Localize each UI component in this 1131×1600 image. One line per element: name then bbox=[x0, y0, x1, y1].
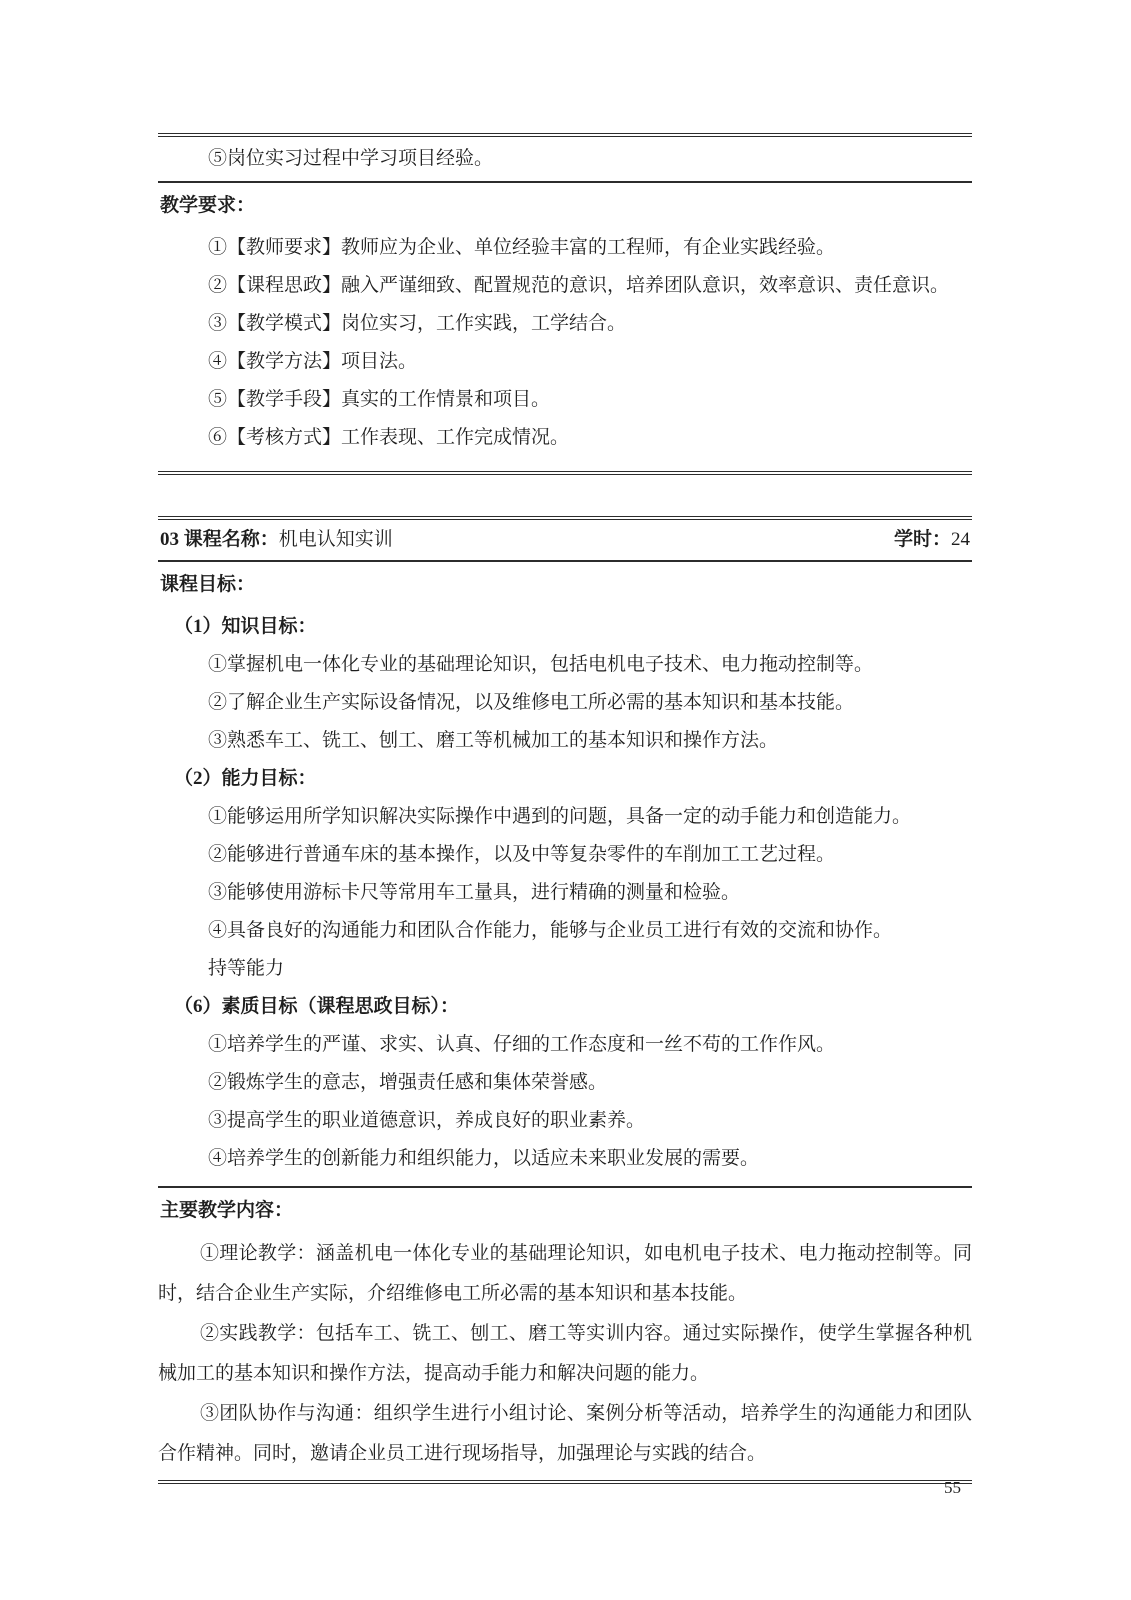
quality-objectives-title: （6）素质目标（课程思政目标）： bbox=[174, 996, 460, 1017]
previous-course-block bbox=[158, 133, 972, 475]
block-gap bbox=[158, 475, 972, 516]
requirement-item: ③【教学模式】岗位实习，工作实践，工学结合。 bbox=[208, 313, 627, 334]
objective-item: ④具备良好的沟通能力和团队合作能力，能够与企业员工进行有效的交流和协作。 bbox=[208, 920, 893, 941]
teaching-requirements-heading: 教学要求： bbox=[160, 195, 256, 216]
ability-objectives-title: （2）能力目标： bbox=[174, 768, 317, 789]
requirement-item: ⑤【教学手段】真实的工作情景和项目。 bbox=[208, 389, 551, 410]
content-paragraph: ②实践教学：包括车工、铣工、刨工、磨工等实训内容。通过实际操作，使学生掌握各种机械加工的基本知识和操作方法，提高动手能力和解决问题的能力。 bbox=[158, 1323, 972, 1384]
course-block bbox=[158, 516, 972, 1484]
content-paragraph: ①理论教学：涵盖机电一体化专业的基础理论知识，如电机电子技术、电力拖动控制等。同时，结合企业生产实际，介绍维修电工所必需的基本知识和基本技能。 bbox=[158, 1243, 972, 1304]
requirement-item: ②【课程思政】融入严谨细致、配置规范的意识，培养团队意识，效率意识、责任意识。 bbox=[208, 275, 950, 296]
requirement-item: ④【教学方法】项目法。 bbox=[208, 351, 418, 372]
objective-item: ①培养学生的严谨、求实、认真、仔细的工作态度和一丝不苟的工作作风。 bbox=[208, 1034, 836, 1055]
objective-item: ③熟悉车工、铣工、刨工、磨工等机械加工的基本知识和操作方法。 bbox=[208, 730, 779, 751]
course-objectives bbox=[158, 562, 972, 1186]
knowledge-objectives-title: （1）知识目标： bbox=[174, 616, 317, 637]
course-header bbox=[158, 520, 972, 562]
objective-item: ③能够使用游标卡尺等常用车工量具，进行精确的测量和检验。 bbox=[208, 882, 741, 903]
course-hours bbox=[894, 521, 970, 559]
course-name-value: 机电认知实训 bbox=[278, 529, 393, 550]
objective-item: ④培养学生的创新能力和组织能力，以适应未来职业发展的需要。 bbox=[208, 1148, 760, 1169]
main-content-heading: 主要教学内容： bbox=[160, 1200, 294, 1221]
course-title bbox=[160, 521, 393, 559]
objective-item: ③提高学生的职业道德意识，养成良好的职业素养。 bbox=[208, 1110, 646, 1131]
page-number: 55 bbox=[944, 1478, 961, 1497]
requirement-item: ①【教师要求】教师应为企业、单位经验丰富的工程师，有企业实践经验。 bbox=[208, 237, 836, 258]
objective-item: ⑤岗位实习过程中学习项目经验。 bbox=[208, 148, 494, 169]
course-objectives-heading: 课程目标： bbox=[160, 574, 256, 595]
requirement-item: ⑥【考核方式】工作表现、工作完成情况。 bbox=[208, 427, 570, 448]
hours-value: 24 bbox=[951, 529, 970, 550]
objective-item: 持等能力 bbox=[208, 958, 285, 979]
objective-item: ②锻炼学生的意志，增强责任感和集体荣誉感。 bbox=[208, 1072, 608, 1093]
course-name-label: 03 课程名称： bbox=[160, 529, 279, 550]
objective-item: ①能够运用所学知识解决实际操作中遇到的问题，具备一定的动手能力和创造能力。 bbox=[208, 806, 912, 827]
page-content bbox=[158, 133, 972, 1484]
hours-label: 学时： bbox=[893, 529, 951, 550]
objective-item: ②能够进行普通车床的基本操作，以及中等复杂零件的车削加工工艺过程。 bbox=[208, 844, 836, 865]
objective-item: ②了解企业生产实际设备情况，以及维修电工所必需的基本知识和基本技能。 bbox=[208, 692, 855, 713]
main-teaching-content bbox=[158, 1188, 972, 1480]
objective-item: ①掌握机电一体化专业的基础理论知识，包括电机电子技术、电力拖动控制等。 bbox=[208, 654, 874, 675]
content-paragraph: ③团队协作与沟通：组织学生进行小组讨论、案例分析等活动，培养学生的沟通能力和团队合作精神。同时，邀请企业员工进行现场指导，加强理论与实践的结合。 bbox=[158, 1403, 972, 1464]
